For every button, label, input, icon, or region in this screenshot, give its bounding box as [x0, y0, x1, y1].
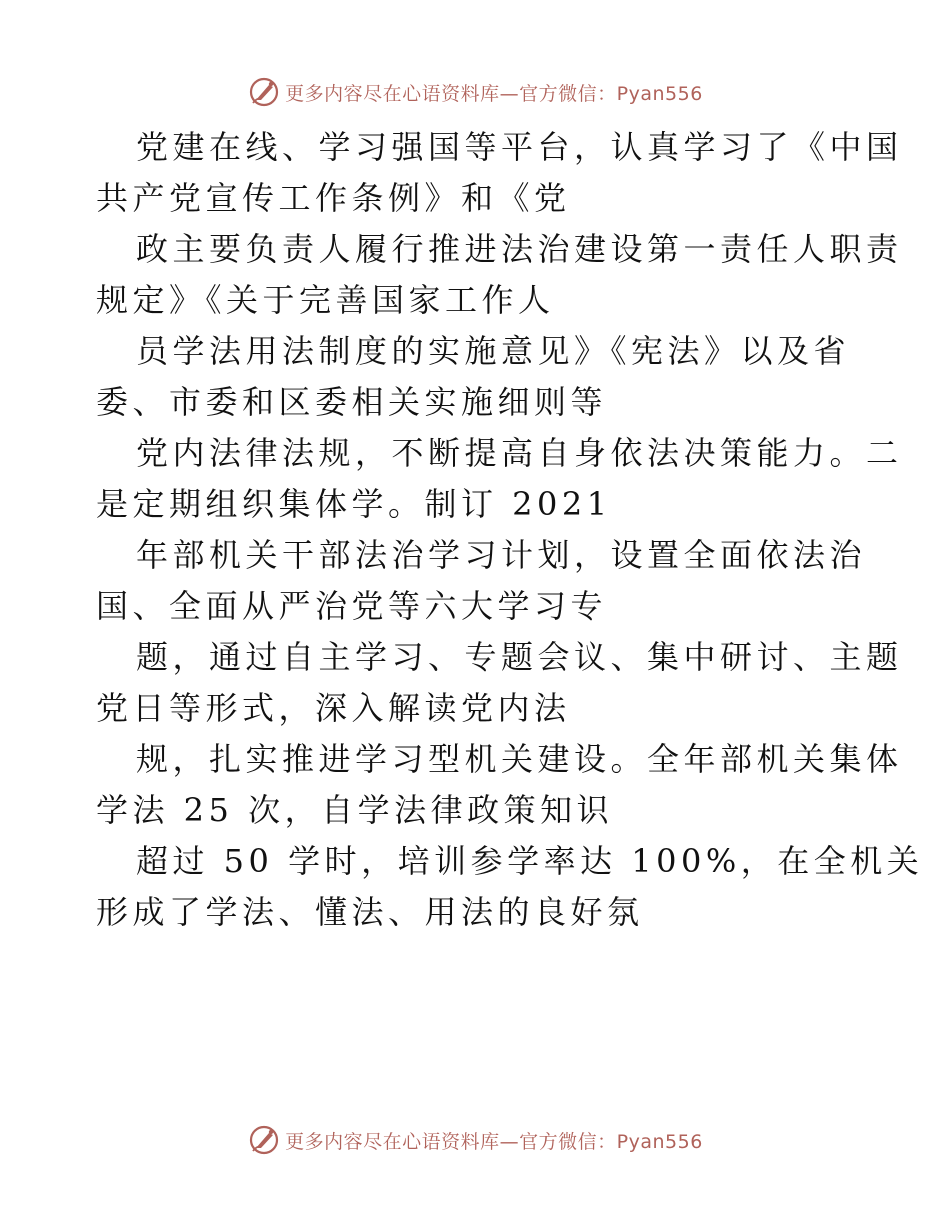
text-line — [96, 326, 866, 377]
line-text: 规，扎实推进学习型机关建设。全年部机关集体 — [136, 740, 903, 778]
text-line — [96, 224, 903, 275]
line-text: 年部机关干部法治学习计划，设置全面依法治 — [136, 536, 867, 574]
watermark-text: 更多内容尽在心语资料库—官方微信：Pyan556 — [285, 82, 703, 105]
paragraph-line-pair — [96, 530, 866, 632]
line-text: 党建在线、学习强国等平台，认真学习了《中国 — [136, 128, 903, 166]
line-text: 题，通过自主学习、专题会议、集中研讨、主题 — [136, 638, 903, 676]
paragraph-line-pair — [96, 632, 903, 734]
line-text: 委、市委和区委相关实施细则等 — [96, 383, 608, 421]
text-line — [96, 581, 866, 632]
text-line — [96, 275, 866, 326]
line-text: 员学法用法制度的实施意见》《宪法》以及省 — [136, 332, 851, 370]
line-text: 国、全面从严治党等六大学习专 — [96, 587, 608, 625]
text-line — [96, 377, 866, 428]
line-text: 党日等形式，深入解读党内法 — [96, 689, 571, 727]
paragraph-line-pair — [96, 224, 903, 326]
line-text: 党内法律法规，不断提高自身依法决策能力。二 — [136, 434, 903, 472]
header-watermark — [0, 72, 950, 112]
line-text: 学法 25 次，自学法律政策知识 — [96, 791, 614, 829]
line-text: 是定期组织集体学。制订 2021 — [96, 485, 612, 523]
document-body — [96, 122, 924, 938]
footer-watermark — [0, 1120, 950, 1160]
text-line — [96, 122, 903, 173]
paragraph-line-pair — [96, 836, 924, 938]
paragraph-line-pair — [96, 122, 903, 224]
text-line — [96, 479, 866, 530]
text-line — [96, 836, 924, 887]
text-line — [96, 632, 903, 683]
paragraph-line-pair — [96, 326, 866, 428]
line-text: 超过 50 学时，培训参学率达 100%，在全机关 — [136, 842, 924, 880]
text-line — [96, 887, 866, 938]
quill-logo-icon — [247, 1123, 281, 1157]
text-line — [96, 428, 903, 479]
paragraph-line-pair — [96, 428, 903, 530]
text-line — [96, 683, 866, 734]
text-line — [96, 734, 903, 785]
paragraph-line-pair — [96, 734, 903, 836]
watermark-text: 更多内容尽在心语资料库—官方微信：Pyan556 — [285, 1130, 703, 1153]
text-line — [96, 173, 866, 224]
line-text: 政主要负责人履行推进法治建设第一责任人职责 — [136, 230, 903, 268]
text-line — [96, 530, 866, 581]
quill-logo-icon — [247, 75, 281, 109]
text-line — [96, 785, 866, 836]
line-text: 共产党宣传工作条例》和《党 — [96, 179, 571, 217]
line-text: 规定》《关于完善国家工作人 — [96, 281, 555, 319]
line-text: 形成了学法、懂法、用法的良好氛 — [96, 893, 644, 931]
